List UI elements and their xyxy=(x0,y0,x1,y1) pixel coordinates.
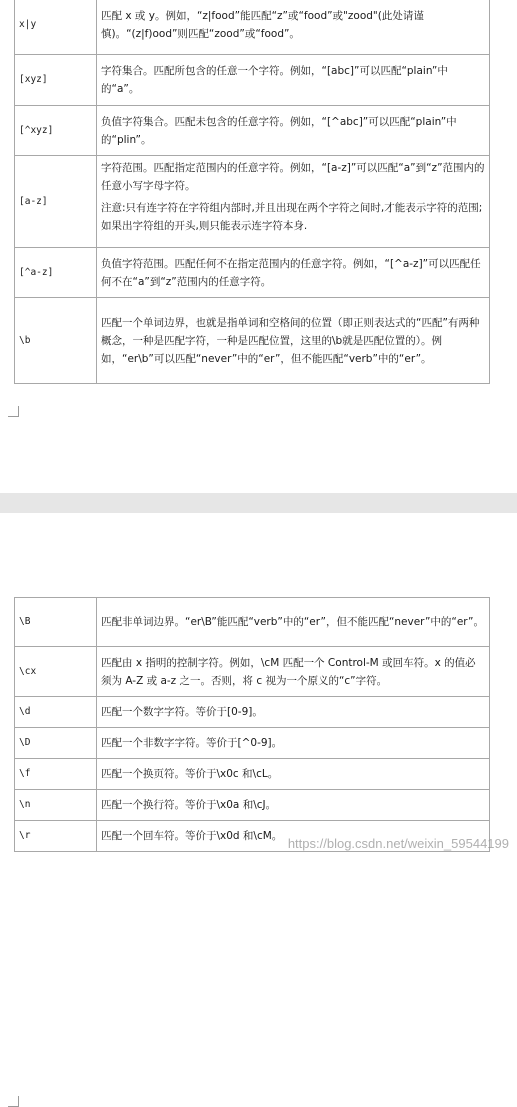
table-row xyxy=(15,790,490,821)
syntax-cell: [a-z] xyxy=(15,156,97,248)
syntax-cell: \f xyxy=(15,759,97,790)
description-cell: 负值字符集合。匹配未包含的任意字符。例如，“[^abc]”可以匹配“plain”中的“plin”。 xyxy=(97,106,490,156)
syntax-cell: x|y xyxy=(15,0,97,55)
syntax-cell: \n xyxy=(15,790,97,821)
table-row xyxy=(15,248,490,298)
table-row xyxy=(15,728,490,759)
table-row xyxy=(15,598,490,647)
document-page-top xyxy=(0,0,517,493)
table-row xyxy=(15,0,490,55)
page-margin-mark xyxy=(8,406,19,417)
description-cell: 匹配一个非数字字符。等价于[^0-9]。 xyxy=(97,728,490,759)
regex-table-top xyxy=(14,0,490,384)
table-row xyxy=(15,55,490,106)
syntax-cell: \cx xyxy=(15,647,97,697)
table-row xyxy=(15,106,490,156)
syntax-cell: \r xyxy=(15,821,97,852)
table-row xyxy=(15,697,490,728)
table-row xyxy=(15,156,490,248)
description-cell: 匹配 x 或 y。例如，“z|food”能匹配“z”或“food”或"zood"(此处请谨慎)。“(z|f)ood”则匹配“zood”或“food”。 xyxy=(97,0,490,55)
description-cell: 匹配一个单词边界，也就是指单词和空格间的位置（即正则表达式的“匹配”有两种概念，一种是匹配字符，一种是匹配位置，这里的\b就是匹配位置的）。例如，“er\b”可以匹配“never”中的“er”，但不能匹配“verb”中的“er”。 xyxy=(97,298,490,384)
syntax-cell: \b xyxy=(15,298,97,384)
syntax-cell: \D xyxy=(15,728,97,759)
syntax-cell: \B xyxy=(15,598,97,647)
description-cell: 字符集合。匹配所包含的任意一个字符。例如，“[abc]”可以匹配“plain”中的“a”。 xyxy=(97,55,490,106)
description-cell: 匹配一个换行符。等价于\x0a 和\cJ。 xyxy=(97,790,490,821)
watermark-text: https://blog.csdn.net/weixin_59544199 xyxy=(287,836,509,851)
page-separator xyxy=(0,493,517,513)
document-page-bottom xyxy=(0,513,517,857)
description-text: 字符范围。匹配指定范围内的任意字符。例如，“[a-z]”可以匹配“a”到“z”范围内的任意小写字母字符。 xyxy=(101,162,485,192)
description-cell: 匹配由 x 指明的控制字符。例如，\cM 匹配一个 Control-M 或回车符。x 的值必须为 A-Z 或 a-z 之一。否则，将 c 视为一个原义的“c”字符。 xyxy=(97,647,490,697)
description-cell: 匹配一个回车符。等价于\x0d 和\cM。 xyxy=(97,821,490,852)
table-row xyxy=(15,647,490,697)
syntax-cell: [^xyz] xyxy=(15,106,97,156)
table-row xyxy=(15,759,490,790)
description-cell: 匹配一个数字字符。等价于[0-9]。 xyxy=(97,697,490,728)
syntax-cell: \d xyxy=(15,697,97,728)
syntax-cell: [xyz] xyxy=(15,55,97,106)
syntax-cell: [^a-z] xyxy=(15,248,97,298)
description-cell: 负值字符范围。匹配任何不在指定范围内的任意字符。例如，“[^a-z]”可以匹配任何不在“a”到“z”范围内的任意字符。 xyxy=(97,248,490,298)
description-cell xyxy=(97,156,490,248)
note-text: 注意:只有连字符在字符组内部时,并且出现在两个字符之间时,才能表示字符的范围; 如果出字符组的开头,则只能表示连字符本身. xyxy=(101,202,483,232)
table-row xyxy=(15,298,490,384)
page-margin-mark xyxy=(8,1096,19,1107)
description-cell: 匹配一个换页符。等价于\x0c 和\cL。 xyxy=(97,759,490,790)
regex-table-bottom xyxy=(14,597,490,852)
description-cell: 匹配非单词边界。“er\B”能匹配“verb”中的“er”，但不能匹配“never”中的“er”。 xyxy=(97,598,490,647)
